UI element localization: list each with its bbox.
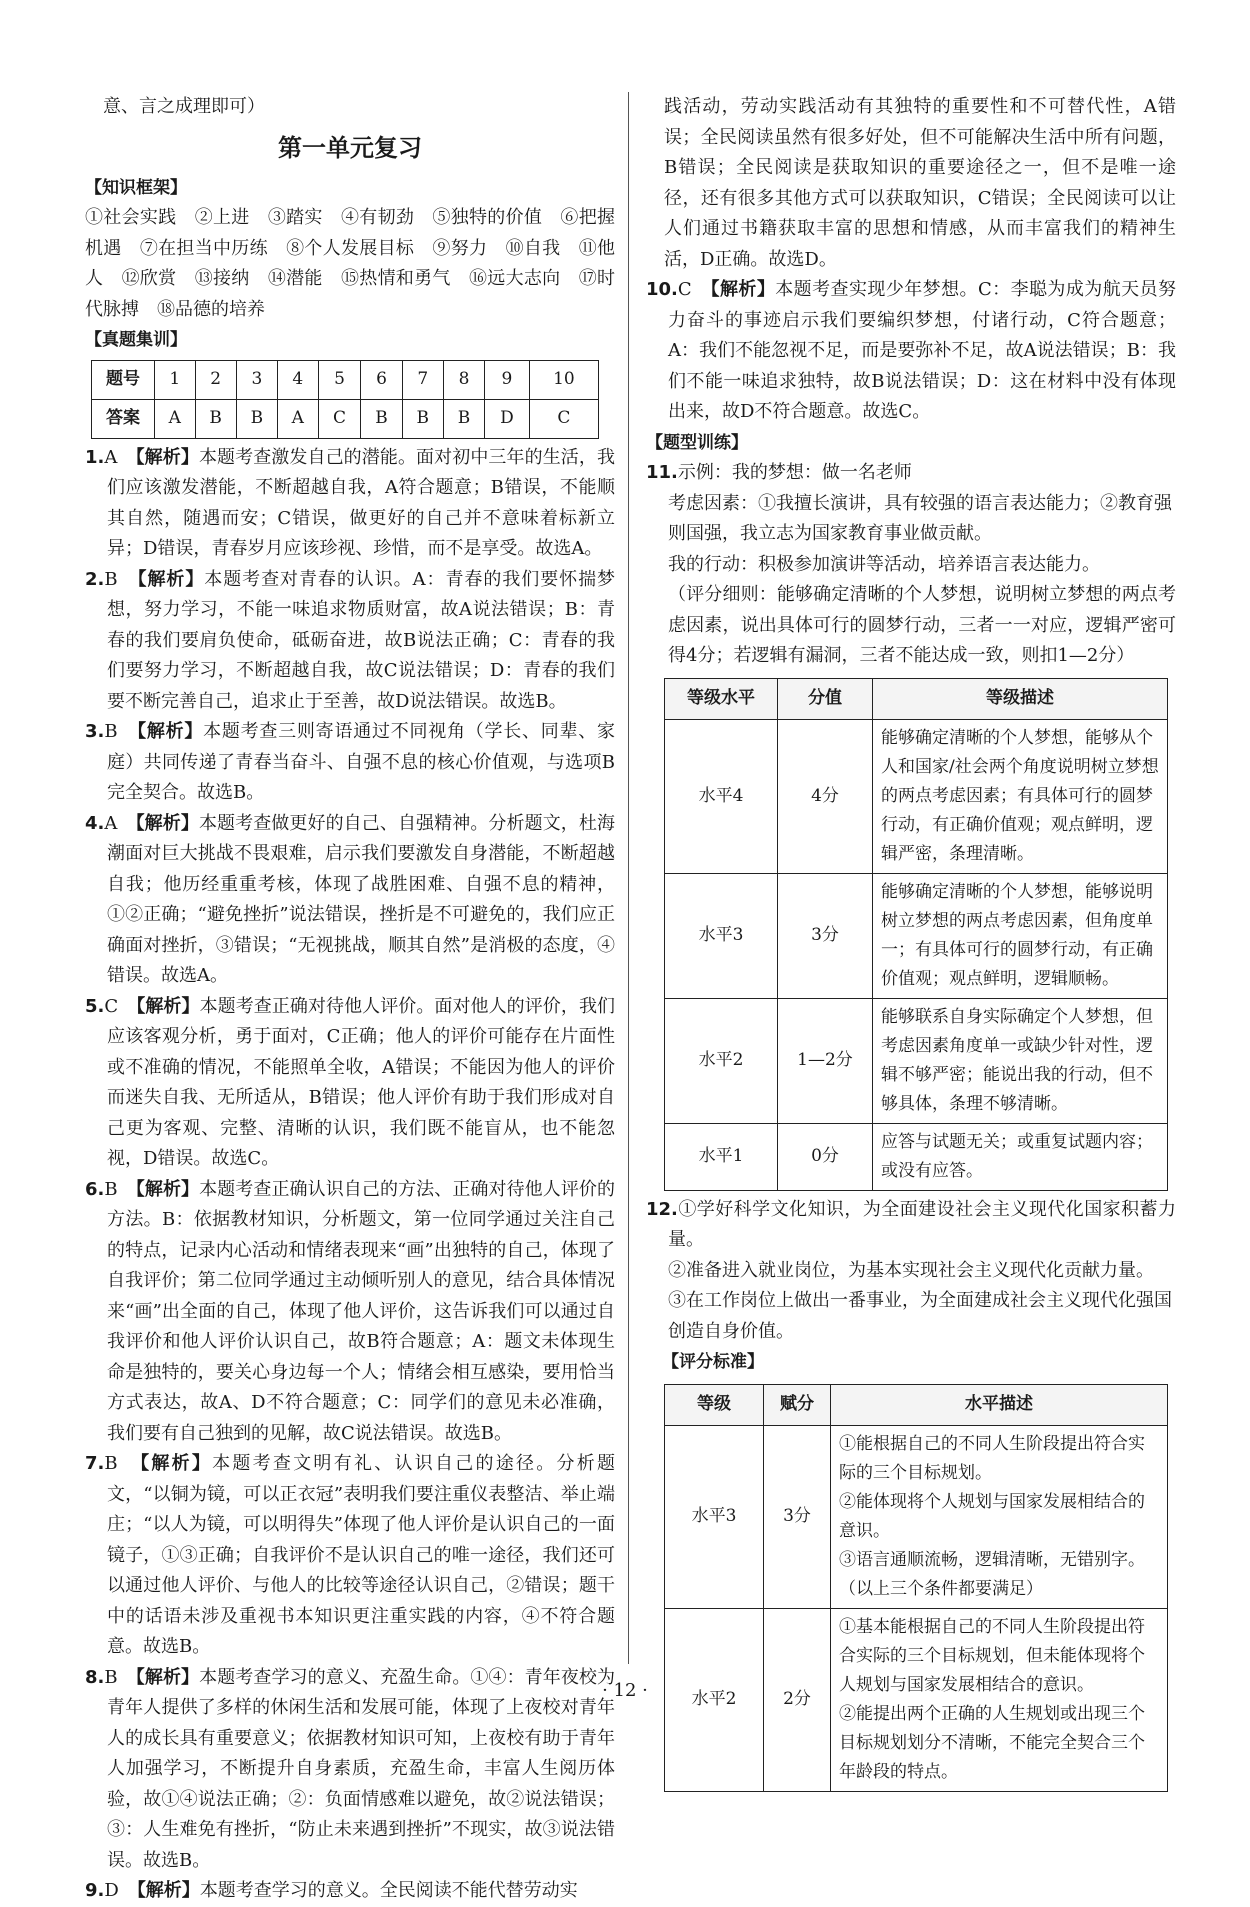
explanation-item <box>85 1175 615 1450</box>
description-cell <box>831 1425 1168 1608</box>
answer-table <box>91 360 599 439</box>
item-text: 本题考查学习的意义、充盈生命。①④：青年夜校为青年人提供了多样的休闲生活和发展可能，体现了上夜校对青年人的成长具有重要意义；依据教材知识可知，上夜校有助于青年人加强学习，不断提升自身素质，充盈生命，丰富人生阅历体验，故①④说法正确；②：负面情感难以避免，故②说法错误；③：人生难免有挫折，“防止未来遇到挫折”不现实，故③说法错误。故选B。 <box>107 1666 616 1871</box>
item-number: 1. <box>85 446 105 468</box>
question-number: 7 <box>402 360 443 399</box>
item-number: 10. <box>646 279 678 300</box>
question-number: 3 <box>236 360 277 399</box>
question-number: 6 <box>361 360 402 399</box>
description-cell: 能够确定清晰的个人梦想，能够从个人和国家/社会两个角度说明树立梦想的两点考虑因素；有具体可行的圆梦行动，有正确价值观；观点鲜明，逻辑严密，条理清晰。 <box>873 719 1168 873</box>
level-cell: 水平2 <box>665 998 778 1123</box>
item-tag: 【解析】 <box>136 1880 200 1901</box>
explanation-item <box>85 717 615 809</box>
item-number: 11. <box>646 462 678 483</box>
header-score: 分值 <box>778 678 873 719</box>
explanation-item <box>85 809 615 992</box>
item-number: 2. <box>85 568 105 590</box>
question-number: 2 <box>195 360 236 399</box>
item-11-line <box>646 458 1176 489</box>
item-11-factors: 考虑因素：①我擅长演讲，具有较强的语言表达能力；②教育强则国强，我立志为国家教育事业做贡献。 <box>668 492 1172 544</box>
table-row <box>665 1123 1168 1190</box>
item-number: 12. <box>646 1198 678 1220</box>
level-cell: 水平3 <box>665 1425 764 1608</box>
framework-heading: 【知识框架】 <box>85 177 187 198</box>
level-cell: 水平3 <box>665 873 778 998</box>
item-12-point-2: ②准备进入就业岗位，为基本实现社会主义现代化贡献力量。 <box>668 1259 1154 1281</box>
item-12-point-3: ③在工作岗位上做出一番事业，为全面建成社会主义现代化强国创造自身价值。 <box>668 1290 1172 1342</box>
item-tag: 【解析】 <box>136 995 200 1017</box>
answer-cell: B <box>402 399 443 438</box>
item-11-action: 我的行动：积极参加演讲等活动，培养语言表达能力。 <box>668 553 1100 575</box>
right-column <box>646 92 1176 1796</box>
grade-table-header <box>665 1384 1168 1425</box>
item-answer: B <box>104 721 118 742</box>
explanation-item <box>85 992 615 1175</box>
score-cell: 1—2分 <box>778 998 873 1123</box>
left-column <box>85 92 615 1907</box>
question-number: 10 <box>529 360 598 399</box>
question-number: 8 <box>443 360 484 399</box>
table-row <box>665 1425 1168 1608</box>
explanation-item <box>85 1876 615 1907</box>
item-12-point-1: ①学好科学文化知识，为全面建设社会主义现代化国家积蓄力量。 <box>668 1198 1176 1250</box>
item-text: 本题考查做更好的自己、自强精神。分析题文，杜海潮面对巨大挑战不畏艰难，启示我们要激发自身潜能，不断超越自我；他历经重重考核，体现了战胜困难、自强不息的精神，①②正确；“避免挫折”说法错误，挫折是不可避免的，我们应正确面对挫折，③错误；“无视挑战，顺其自然”是消极的态度，④错误。故选A。 <box>107 812 615 986</box>
criterion-line: （以上三个条件都要满足） <box>839 1578 1043 1599</box>
answer-cell: B <box>195 399 236 438</box>
criterion-line: ③语言通顺流畅，逻辑清晰，无错别字。 <box>839 1549 1145 1570</box>
table-row <box>665 998 1168 1123</box>
answer-cell: C <box>318 399 361 438</box>
level-cell: 水平2 <box>665 1608 764 1791</box>
answer-cell: B <box>443 399 484 438</box>
question-number: 9 <box>485 360 530 399</box>
framework-text: ①社会实践 ②上进 ③踏实 ④有韧劲 ⑤独特的价值 ⑥把握机遇 ⑦在担当中历练 ⑧个人发展目标 ⑨努力 ⑩自我 ⑪他人 ⑫欣赏 ⑬接纳 ⑭潜能 ⑮热情和勇气 ⑯远大志向 ⑰时代脉搏 ⑱品德的培养 <box>85 207 615 320</box>
item-answer: B <box>104 568 118 590</box>
item-text: 本题考查文明有礼、认识自己的途径。分析题文，“以铜为镜，可以正衣冠”表明我们要注重仪表整洁、举止端庄；“以人为镜，可以明得失”体现了他人评价是认识自己的一面镜子，①③正确；自我评价不是认识自己的唯一途径，我们还可以通过他人评价、与他人的比较等途径认识自己，②错误；题干中的话语未涉及重视书本知识更注重实践的内容，④不符合题意。故选B。 <box>107 1453 616 1657</box>
criteria-heading: 【评分标准】 <box>662 1352 764 1372</box>
item-number: 3. <box>85 721 105 742</box>
item-tag: 【解析】 <box>135 812 199 834</box>
item-text: 本题考查正确对待他人评价。面对他人的评价，我们应该客观分析，勇于面对，C正确；他人的评价可能存在片面性或不准确的情况，不能照单全收，A错误；不能因为他人的评价而迷失自我、无所适从，B错误；他人评价有助于我们形成对自己更为客观、完整、清晰的认识，我们既不能盲从，也不能忽视，D错误。故选C。 <box>107 995 616 1169</box>
item-tag: 【解析】 <box>135 1666 200 1688</box>
item-tag: 【解析】 <box>710 279 776 300</box>
item-12-line <box>646 1195 1176 1256</box>
criterion-line: ②能提出两个正确的人生规划或出现三个目标规划划分不清晰，不能完全契合三个年龄段的特点。 <box>839 1703 1145 1782</box>
page-title: 第一单元复习 <box>278 133 422 162</box>
score-cell: 0分 <box>778 1123 873 1190</box>
description-cell: 应答与试题无关；或重复试题内容；或没有应答。 <box>873 1123 1168 1190</box>
question-number: 4 <box>278 360 319 399</box>
item-answer: D <box>104 1880 119 1901</box>
item-text: 本题考查正确认识自己的方法、正确对待他人评价的方法。B：依据教材知识，分析题文，第一位同学通过关注自己的特点，记录内心活动和情绪表现来“画”出独特的自己，体现了自我评价；第二位同学通过主动倾听别人的意见，结合具体情况来“画”出全面的自己，体现了他人评价，这告诉我们可以通过自我评价和他人评价认识自己，故B符合题意；A：题文未体现生命是独特的，要关心身边每一个人；情绪会相互感染，要用恰当方式表达，故A、D不符合题意；C：同学们的意见未必准确，我们要有自己独到的见解，故C说法错误。故选B。 <box>107 1178 616 1444</box>
intro-text: 意、言之成理即可） <box>103 96 265 117</box>
item-answer: C <box>677 279 692 300</box>
row-label-answer: 答案 <box>92 399 155 438</box>
answer-cell: A <box>155 399 196 438</box>
explanation-item <box>85 443 615 565</box>
item-text: 本题考查实现少年梦想。C：李聪为成为航天员努力奋斗的事迹启示我们要编织梦想，付诸行动，C符合题意；A：我们不能忽视不足，而是要弥补不足，故A说法错误；B：我们不能一味追求独特，故B说法错误；D：这在材料中没有体现出来，故D不符合题意。故选C。 <box>668 279 1177 422</box>
item-text: 本题考查激发自己的潜能。面对初中三年的生活，我们应该激发潜能，不断超越自我，A符合题意；B错误，不能顺其自然，随遇而安；C错误，做更好的自己并不意味着标新立异；D错误，青春岁月应该珍视、珍惜，而不是享受。故选A。 <box>107 446 615 559</box>
criterion-line: ①能根据自己的不同人生阶段提出符合实际的三个目标规划。 <box>839 1433 1145 1483</box>
item9-continuation: 践活动，劳动实践活动有其独特的重要性和不可替代性，A错误；全民阅读虽然有很多好处，但不可能解决生活中所有问题，B错误；全民阅读是获取知识的重要途径之一，但不是唯一途径，还有很多其他方式可以获取知识，C错误；全民阅读可以让人们通过书籍获取丰富的思想和情感，从而丰富我们的精神生活，D正确。故选D。 <box>664 96 1176 270</box>
answer-cell: B <box>236 399 277 438</box>
item-tag: 【解析】 <box>135 1178 200 1200</box>
level-cell: 水平1 <box>665 1123 778 1190</box>
grade-table-header <box>665 678 1168 719</box>
header-description: 等级描述 <box>873 678 1168 719</box>
item-answer: B <box>104 1178 118 1200</box>
table-row <box>665 873 1168 998</box>
grade-table-12 <box>664 1384 1168 1792</box>
description-cell: 能够联系自身实际确定个人梦想，但考虑因素角度单一或缺少针对性，逻辑不够严密；能说出我的行动，但不够具体，条理不够清晰。 <box>873 998 1168 1123</box>
item-tag: 【解析】 <box>135 446 199 468</box>
level-cell: 水平4 <box>665 719 778 873</box>
answer-cell: D <box>485 399 530 438</box>
answer-table-number-row <box>92 360 599 399</box>
answer-cell: A <box>278 399 319 438</box>
item-text: 本题考查三则寄语通过不同视角（学长、同辈、家庭）共同传递了青春当奋斗、自强不息的核心价值观，与选项B完全契合。故选B。 <box>107 721 616 803</box>
column-divider <box>628 92 629 1664</box>
answer-cell: C <box>529 399 598 438</box>
item-answer: A <box>104 812 118 834</box>
header-level: 等级水平 <box>665 678 778 719</box>
table-row <box>665 719 1168 873</box>
item-number: 9. <box>85 1880 105 1901</box>
explanation-item <box>85 1449 615 1663</box>
question-number: 5 <box>318 360 361 399</box>
score-cell: 3分 <box>764 1425 831 1608</box>
item-tag: 【解析】 <box>137 568 205 590</box>
criterion-line: ①基本能根据自己的不同人生阶段提出符合实际的三个目标规划，但未能体现将个人规划与国家发展相结合的意识。 <box>839 1616 1145 1695</box>
header-score: 赋分 <box>764 1384 831 1425</box>
header-level: 等级 <box>665 1384 764 1425</box>
criterion-line: ②能体现将个人规划与国家发展相结合的意识。 <box>839 1491 1145 1541</box>
grade-table-11 <box>664 678 1168 1191</box>
question-number: 1 <box>155 360 196 399</box>
header-description: 水平描述 <box>831 1384 1168 1425</box>
item-number: 6. <box>85 1178 105 1200</box>
explanation-item <box>85 565 615 718</box>
item-tag: 【解析】 <box>137 721 204 742</box>
item-answer: C <box>104 995 119 1017</box>
practice-heading: 【真题集训】 <box>85 330 187 350</box>
item-tag: 【解析】 <box>140 1453 213 1474</box>
type-training-heading: 【题型训练】 <box>646 432 748 453</box>
score-cell: 3分 <box>778 873 873 998</box>
item-answer: B <box>104 1666 118 1688</box>
item-text: 本题考查对青春的认识。A：青春的我们要怀揣梦想，努力学习，不能一味追求物质财富，故A说法错误；B：青春的我们要肩负使命，砥砺奋进，故B说法正确；C：青春的我们要努力学习，不断超越自我，故C说法错误；D：青春的我们要不断完善自己，追求止于至善，故D说法错误。故选B。 <box>107 568 616 712</box>
item-answer: A <box>104 446 118 468</box>
item-number: 8. <box>85 1666 105 1688</box>
item-number: 4. <box>85 812 105 834</box>
score-cell: 4分 <box>778 719 873 873</box>
item-number: 7. <box>85 1453 105 1474</box>
item-answer: B <box>104 1453 118 1474</box>
item-number: 5. <box>85 995 105 1017</box>
answer-table-answer-row <box>92 399 599 438</box>
score-cell: 2分 <box>764 1608 831 1791</box>
item-11-scoring-rule: （评分细则：能够确定清晰的个人梦想，说明树立梦想的两点考虑因素，说出具体可行的圆梦行动，三者一一对应，逻辑严密可得4分；若逻辑有漏洞，三者不能达成一致，则扣1—2分） <box>668 584 1176 666</box>
description-cell: 能够确定清晰的个人梦想，能够说明树立梦想的两点考虑因素，但角度单一；有具体可行的圆梦行动，有正确价值观；观点鲜明，逻辑顺畅。 <box>873 873 1168 998</box>
page-number: · 12 · <box>602 1680 648 1701</box>
item-text: 本题考查学习的意义。全民阅读不能代替劳动实 <box>199 1880 578 1901</box>
row-label-number: 题号 <box>92 360 155 399</box>
item-11-dream: 示例：我的梦想：做一名老师 <box>677 462 912 483</box>
answer-cell: B <box>361 399 402 438</box>
explanation-item <box>646 275 1176 428</box>
